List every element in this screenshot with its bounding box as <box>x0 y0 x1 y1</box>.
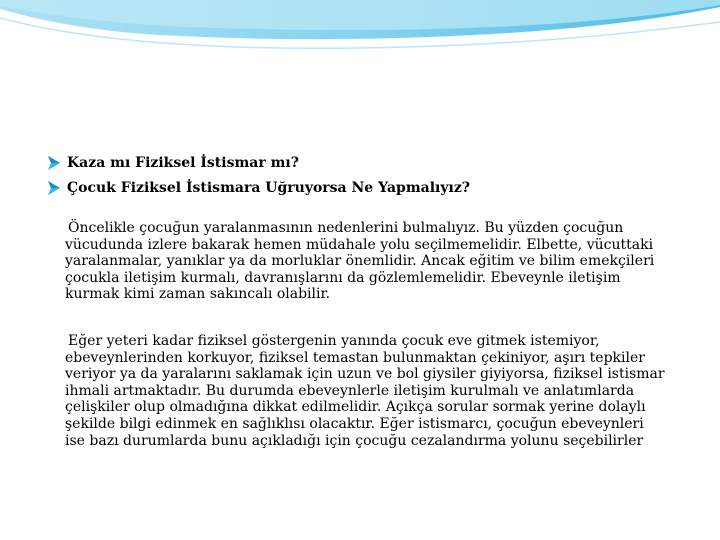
bullet-item-1 <box>46 150 686 175</box>
arrow-bullet-icon <box>46 180 62 196</box>
paragraph-1: Öncelikle çocuğun yaralanmasının nedenlerini bulmalıyız. Bu yüzden çocuğun vücudunda izlere bakarak hemen müdahale yolu seçilmemelidir. Elbette, vücuttaki yaralanmalar, yanıklar ya da morluklar önemlidir. Ancak eğitim ve bilim emekçileri çocukla iletişim kurmalı, davranışlarını da gözlemlemelidir. Ebeveynle iletişim kurmak kimi zaman sakıncalı olabilir. <box>65 220 655 303</box>
bullet-text-2: Çocuk Fiziksel İstismara Uğruyorsa Ne Yapmalıyız? <box>67 179 470 196</box>
bullet-item-2 <box>46 175 686 200</box>
bullet-text-1: Kaza mı Fiziksel İstismar mı? <box>67 154 299 171</box>
header-wave-decoration <box>0 0 720 70</box>
arrow-bullet-icon <box>46 155 62 171</box>
paragraph-2: Eğer yeteri kadar fiziksel göstergenin yanında çocuk eve gitmek istemiyor, ebeveynlerinden korkuyor, fiziksel temastan bulunmaktan çekiniyor, aşırı tepkiler veriyor ya da yaralarını saklamak için uzun ve bol giysiler giyiyorsa, fiziksel istismar ihmali artmaktadır. Bu durumda ebeveynlerle iletişim kurulmalı ve anlatımlarda çelişkiler olup olmadığına dikkat edilmelidir. Açıkça sorular sormak yerine dolaylı şekilde bilgi edinmek en sağlıklısı olacaktır. Eğer istismarcı, çocuğun ebeveynleri ise bazı durumlarda bunu açıkladığı için çocuğu cezalandırma yolunu seçebilirler <box>65 333 665 449</box>
bullet-list <box>46 150 686 200</box>
